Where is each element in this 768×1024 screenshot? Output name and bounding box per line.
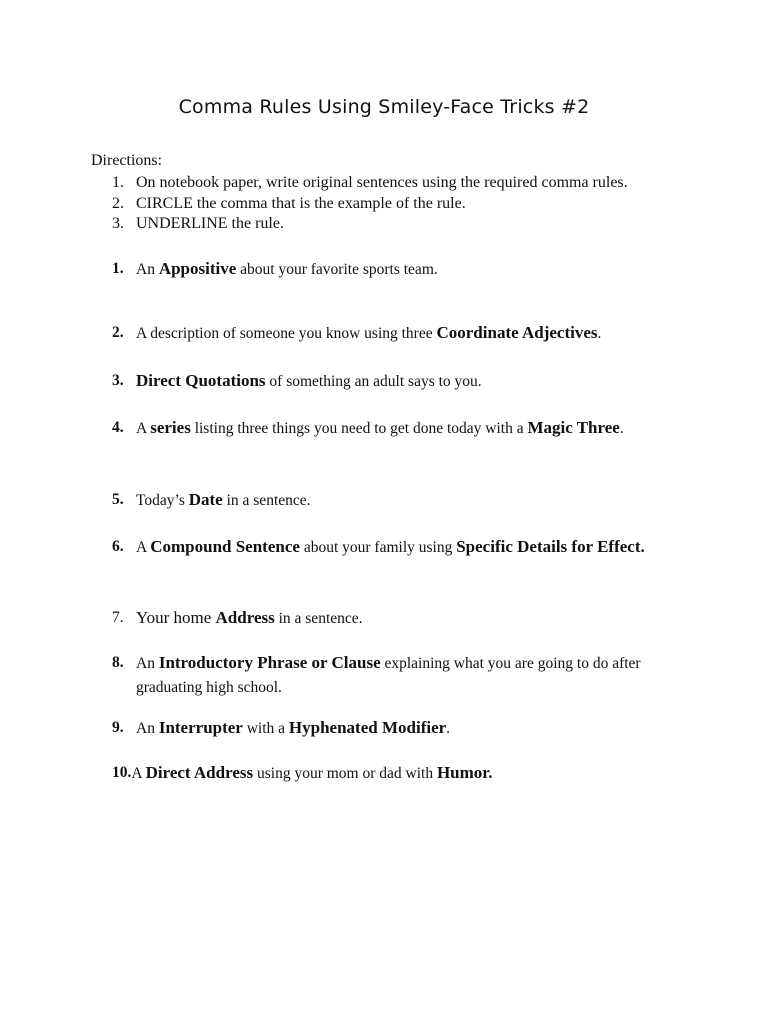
direction-step: 2. CIRCLE the comma that is the example of the rule. [112,194,466,212]
list-item: 1. An Appositive about your favorite sports team. [112,259,438,278]
list-item: 4. A series listing three things you need to get done today with a Magic Three. [112,418,624,437]
list-item: 3. Direct Quotations of something an adult says to you. [112,371,482,390]
direction-step: 1. On notebook paper, write original sentences using the required comma rules. [112,174,628,191]
list-item: 10. A Direct Address using your mom or dad with Humor. [112,763,493,782]
list-item: 5. Today’s Date in a sentence. [112,490,311,509]
list-item: 6. A Compound Sentence about your family using Specific Details for Effect. [112,537,645,556]
list-item: 2. A description of someone you know using three Coordinate Adjectives. [112,323,602,342]
directions-label: Directions: [91,152,163,169]
list-item: 7. Your home Address in a sentence. [112,608,363,627]
page-title: Comma Rules Using Smiley-Face Tricks #2 [178,96,590,118]
list-item: 9. An Interrupter with a Hyphenated Modifier. [112,718,451,737]
directions-list [112,173,628,235]
direction-step: 3. UNDERLINE the rule. [112,215,284,232]
list-item: 8. An Introductory Phrase or Clause explaining what you are going to do after graduating high school. [112,653,641,696]
